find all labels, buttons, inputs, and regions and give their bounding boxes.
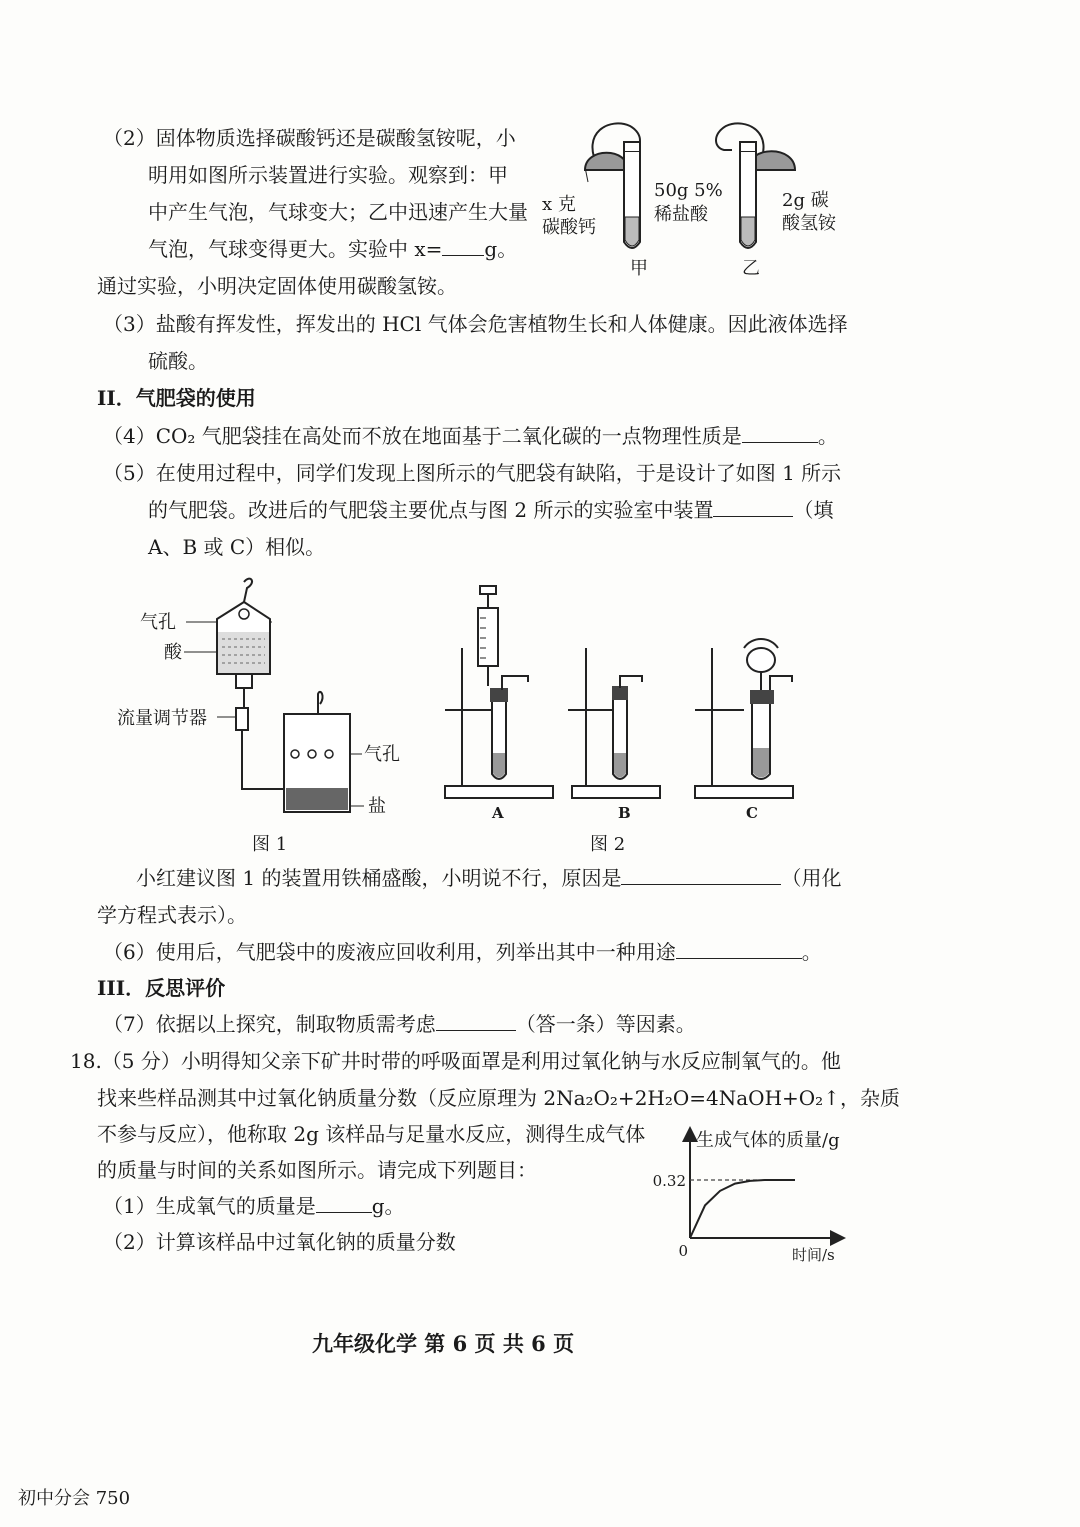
flow-regulator-icon bbox=[236, 708, 248, 730]
q7-end: （答一条）等因素。 bbox=[515, 1012, 696, 1036]
q18-sub1-text: （1）生成氧气的质量是 bbox=[103, 1194, 316, 1218]
q18-line1: 18.（5 分）小明得知父亲下矿井时带的呼吸面罩是利用过氧化钠与水反应制氧气的。他 bbox=[70, 1049, 841, 1073]
label-calcium-carbonate: 碳酸钙 bbox=[542, 217, 596, 238]
balloon-tube-figure bbox=[540, 112, 870, 292]
q7-line bbox=[103, 1010, 696, 1038]
answer-blank-q6[interactable] bbox=[676, 938, 802, 959]
q5b-line2: 学方程式表示）。 bbox=[97, 903, 247, 927]
section-2-heading: II．气肥袋的使用 bbox=[97, 386, 256, 410]
q4-end: 。 bbox=[817, 424, 838, 448]
q5b-line1 bbox=[136, 864, 841, 892]
q3-line2: 硫酸。 bbox=[148, 349, 208, 373]
q4-text: （4）CO₂ 气肥袋挂在高处而不放在地面基于二氧化碳的一点物理性质是 bbox=[103, 424, 742, 448]
q5-line3: A、B 或 C）相似。 bbox=[148, 535, 326, 559]
label-jia: 甲 bbox=[630, 258, 648, 279]
q5-line2 bbox=[148, 496, 833, 524]
q18-line4: 的质量与时间的关系如图所示。请完成下列题目： bbox=[97, 1158, 537, 1182]
separatory-funnel-icon bbox=[747, 648, 775, 672]
stand-base-a-icon bbox=[445, 786, 553, 798]
q6-text: （6）使用后，气肥袋中的废液应回收利用，列举出其中一种用途 bbox=[103, 940, 676, 964]
label-2g: 2g 碳 bbox=[782, 190, 829, 211]
syringe-icon bbox=[478, 608, 498, 666]
q18-sub2: （2）计算该样品中过氧化钠的质量分数 bbox=[103, 1230, 456, 1254]
origin-label: 0 bbox=[678, 1242, 688, 1260]
label-b: B bbox=[618, 804, 631, 822]
q2-line2: 明用如图所示装置进行实验。观察到：甲 bbox=[148, 163, 508, 187]
answer-blank-q7[interactable] bbox=[436, 1010, 516, 1031]
section-3-heading: III．反思评价 bbox=[97, 976, 226, 1000]
label-hole-bag: 气孔 bbox=[364, 744, 400, 765]
page-footer: 九年级化学 第 6 页 共 6 页 bbox=[312, 1331, 575, 1356]
label-salt: 盐 bbox=[368, 796, 386, 817]
q18-line3: 不参与反应），他称取 2g 该样品与足量水反应，测得生成气体 bbox=[97, 1122, 646, 1146]
q18-sub1 bbox=[103, 1192, 405, 1220]
stand-base-b-icon bbox=[572, 786, 660, 798]
q5b-text: 小红建议图 1 的装置用铁桶盛酸，小明说不行，原因是 bbox=[136, 866, 622, 890]
q2-line4 bbox=[148, 235, 517, 263]
q6-line bbox=[103, 938, 822, 966]
figure-1-caption: 图 1 bbox=[252, 834, 288, 855]
figure-2-caption: 图 2 bbox=[590, 834, 626, 855]
answer-blank-equation[interactable] bbox=[621, 864, 781, 885]
label-dilute-hcl: 稀盐酸 bbox=[654, 204, 708, 225]
q18-sub1-unit: g。 bbox=[371, 1194, 405, 1218]
q5-line2-end: （填 bbox=[793, 498, 834, 522]
label-flow-regulator: 流量调节器 bbox=[117, 708, 207, 729]
label-yi: 乙 bbox=[742, 258, 760, 279]
label-acid: 酸 bbox=[164, 642, 182, 663]
stand-base-c-icon bbox=[695, 786, 793, 798]
label-ammonium-bicarbonate: 酸氢铵 bbox=[782, 213, 836, 234]
q2-line4-unit: g。 bbox=[484, 237, 518, 261]
q2-line1: （2）固体物质选择碳酸钙还是碳酸氢铵呢，小 bbox=[103, 126, 516, 150]
label-c: C bbox=[746, 804, 758, 822]
oxygen-mass-chart bbox=[650, 1126, 850, 1266]
q4-line bbox=[103, 422, 838, 450]
label-hole-top: 气孔 bbox=[140, 612, 176, 633]
label-x-gram: x 克 bbox=[542, 194, 576, 215]
q2-line4-text: 气泡，气球变得更大。实验中 x= bbox=[148, 237, 443, 261]
q2-line3: 中产生气泡，气球变大；乙中迅速产生大量 bbox=[148, 200, 528, 224]
figure-1-gas-bag bbox=[112, 574, 422, 864]
q6-end: 。 bbox=[801, 940, 822, 964]
q3-line1: （3）盐酸有挥发性，挥发出的 HCl 气体会危害植物生长和人体健康。因此液体选择 bbox=[103, 312, 848, 336]
y-tick-label: 0.32 bbox=[652, 1172, 686, 1190]
q18-line2: 找来些样品测其中过氧化钠质量分数（反应原理为 2Na₂O₂+2H₂O=4NaOH+O₂↑，杂质 bbox=[97, 1086, 900, 1110]
corner-label: 初中分会 750 bbox=[18, 1488, 131, 1509]
label-acid-amount: 50g 5% bbox=[654, 180, 723, 201]
answer-blank-q4[interactable] bbox=[742, 422, 818, 443]
x-axis-label: 时间/s bbox=[792, 1246, 835, 1264]
figure-2-apparatus bbox=[440, 578, 810, 863]
label-a: A bbox=[492, 804, 504, 822]
y-axis-label: 生成气体的质量/g bbox=[696, 1130, 840, 1151]
q5b-end: （用化 bbox=[781, 866, 842, 890]
q5-line2-text: 的气肥袋。改进后的气肥袋主要优点与图 2 所示的实验室中装置 bbox=[148, 498, 714, 522]
q2-line5: 通过实验，小明决定固体使用碳酸氢铵。 bbox=[97, 274, 457, 298]
q7-text: （7）依据以上探究，制取物质需考虑 bbox=[103, 1012, 436, 1036]
q5-line1: （5）在使用过程中，同学们发现上图所示的气肥袋有缺陷，于是设计了如图 1 所示 bbox=[103, 461, 842, 485]
answer-blank-oxygen-mass[interactable] bbox=[316, 1192, 372, 1213]
answer-blank-x[interactable] bbox=[442, 235, 484, 256]
mass-curve bbox=[690, 1180, 795, 1238]
hook-icon bbox=[244, 579, 252, 602]
answer-blank-q5[interactable] bbox=[713, 496, 793, 517]
